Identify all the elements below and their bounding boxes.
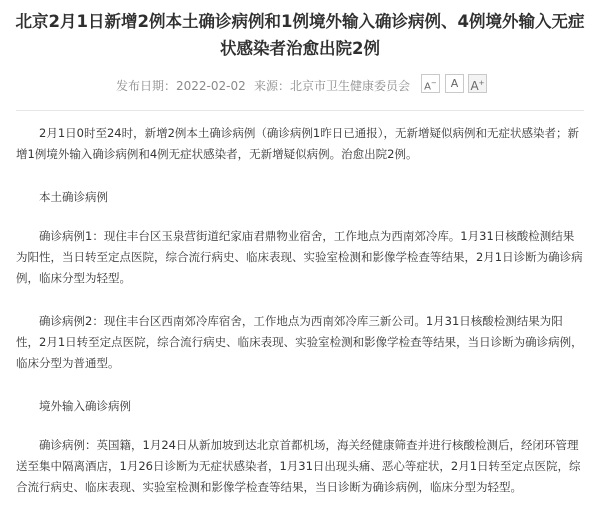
paragraph-summary: 2月1日0时至24时，新增2例本土确诊病例（确诊病例1昨日已通报），无新增疑似病例和无症状感染者；新增1例境外输入确诊病例和4例无症状感染者，无新增疑似病例。治愈出院2例。 [16, 126, 579, 161]
section-heading-local: 本土确诊病例 [39, 190, 108, 204]
article-source: 来源：北京市卫生健康委员会 [254, 79, 411, 93]
font-size-medium-button[interactable] [445, 74, 464, 93]
section-heading-imported: 境外输入确诊病例 [39, 399, 131, 413]
article-meta [0, 75, 600, 97]
font-size-small-button[interactable]: A− [421, 74, 440, 93]
font-size-small-icon: A [424, 81, 431, 93]
article-body [16, 123, 584, 520]
article-title: 北京2月1日新增2例本土确诊病例和1例境外输入确诊病例、4例境外输入无症状感染者治愈出院2例 [15, 12, 585, 58]
font-size-medium-icon: A [450, 77, 459, 90]
font-size-large-icon: A [470, 79, 479, 93]
publish-date: 发布日期：2022-02-02 [116, 79, 246, 93]
paragraph-case-2: 确诊病例2：现住丰台区西南郊冷库宿舍，工作地点为西南郊冷库三新公司。1月31日核酸检测结果为阳性，2月1日转至定点医院，综合流行病史、临床表现、实验室检测和影像学检查等结果，当日诊断为确诊病例，临床分型为普通型。 [16, 314, 583, 370]
divider [16, 110, 584, 111]
paragraph-case-1: 确诊病例1：现住丰台区玉泉营街道纪家庙君鼎物业宿舍，工作地点为西南郊冷库。1月31日核酸检测结果为阳性，当日转至定点医院，综合流行病史、临床表现、实验室检测和影像学检查等结果，2月1日诊断为确诊病例，临床分型为轻型。 [16, 229, 583, 285]
paragraph-imported-case: 确诊病例：英国籍，1月24日从新加坡到达北京首都机场，海关经健康筛查并进行核酸检测后，经闭环管理送至集中隔离酒店，1月26日诊断为无症状感染者，1月31日出现头痛、恶心等症状，2月1日转至定点医院，综合流行病史、临床表现、实验室检测和影像学检查等结果，当日诊断为确诊病例，临床分型为轻型。 [16, 438, 581, 494]
font-size-large-button[interactable]: A+ [468, 74, 487, 93]
